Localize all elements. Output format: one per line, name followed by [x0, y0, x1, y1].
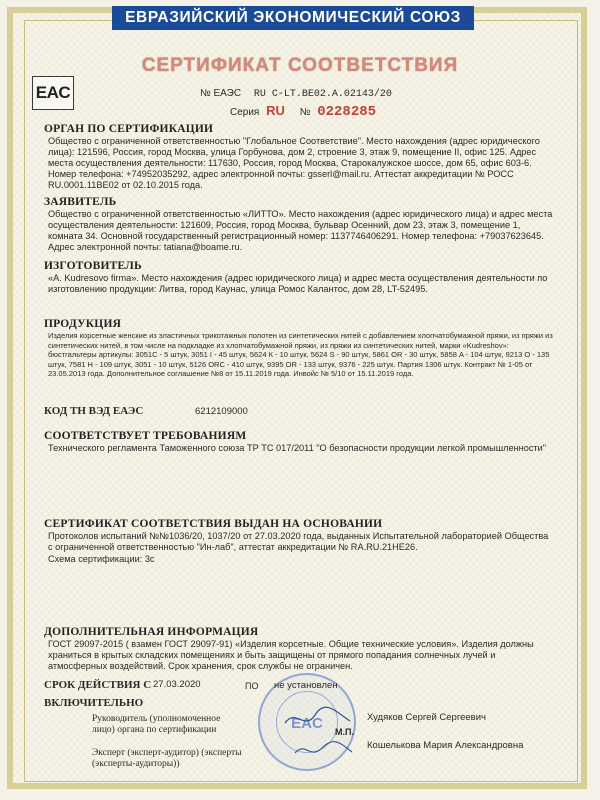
- additional-text: ГОСТ 29097-2015 ( взамен ГОСТ 29097-91) «Изделия корсетные. Общие технические условия». Изделия должны храниться в крытых складских помещениях и быть защищены от прямого попадания солнечных лучей и атмосферных воздействий. Срок хранения, срок службы не ограничен.: [48, 639, 534, 671]
- manufacturer-text: «A. Kudresovo firma». Место нахождения (адрес юридического лица) и адрес места осуществления деятельности по изготовлению продукции: Литва, город Каунас, улица Ромос Калантос, дом 28, LT-52495.: [48, 273, 548, 294]
- series-value: RU: [266, 103, 285, 118]
- section-additional: [44, 626, 554, 672]
- applicant-heading: ЗАЯВИТЕЛЬ: [44, 196, 117, 208]
- series-label: Серия: [230, 107, 260, 118]
- validity-po: ПО: [245, 681, 259, 691]
- expert-name: Кошелькова Мария Александровна: [367, 740, 524, 751]
- kod-value: 6212109000: [195, 406, 248, 417]
- applicant-text: Общество с ограниченной ответственностью «ЛИТТО». Место нахождения (адрес юридического лица) и адрес места осуществления деятельности: 121609, Россия, город Москва, бульвар Осенний, дом 23, этаж 3, помещение 1, комната 34. Основной государственный регистрационный номер: 1137746406291. Номер телефона: +79037623645. Адрес электронной почты: tatiana@boame.ru.: [48, 209, 553, 252]
- section-basis: [44, 518, 554, 565]
- series-no-label: №: [299, 107, 311, 118]
- requirements-heading: СООТВЕТСТВУЕТ ТРЕБОВАНИЯМ: [44, 430, 247, 442]
- organ-text: Общество с ограниченной ответственностью "Глобальное Соответствие". Место нахождения (адрес юридического лица): 121596, Россия, город Москва, улица Горбунова, дом 2, строение 3, этаж 9, помещение II, офис 125. Адрес места осуществления деятельности: 117630, Россия, город Москва, Старокалужское шоссе, дом 65, офис 603-6. Номер телефона: +74952035292, адрес электронной почты: gsserl@mail.ru. Аттестат аккредитации № РОСС RU.0001.11ВЕ02 от 02.10.2015 года.: [48, 136, 540, 190]
- reg-value: RU C-LT.ВЕ02.А.02143/20: [253, 89, 392, 100]
- series-line: [230, 103, 376, 120]
- kod-label: КОД ТН ВЭД ЕАЭС: [44, 405, 144, 417]
- additional-heading: ДОПОЛНИТЕЛЬНАЯ ИНФОРМАЦИЯ: [44, 626, 259, 638]
- seal-eac-mark: EAC: [291, 715, 323, 732]
- reg-label: № ЕАЭС: [200, 88, 242, 99]
- section-product: [44, 318, 554, 379]
- head-signature-label: Руководитель (уполномоченное лицо) органа по сертификации: [92, 714, 221, 735]
- validity-label: СРОК ДЕЙСТВИЯ С: [44, 679, 152, 691]
- stamp-place-label: М.П.: [335, 727, 354, 737]
- basis-scheme: Схема сертификации: 3с: [48, 554, 155, 564]
- head-name: Худяков Сергей Сергеевич: [367, 712, 486, 723]
- section-applicant: [44, 196, 554, 253]
- basis-text: Протоколов испытаний №№1036/20, 1037/20 от 27.03.2020 года, выданных Испытательной лабораторией Общества с ограниченной ответственностью "Ин-лаб", аттестат аккредитации № RA.RU.21НЕ26.: [48, 531, 549, 552]
- registration-number: [200, 88, 392, 100]
- expert-signature-label: Эксперт (эксперт-аудитор) (эксперты (эксперты-аудиторы)): [92, 748, 242, 769]
- validity-until: не установлен: [274, 680, 338, 691]
- eac-logo: EAC: [32, 76, 74, 110]
- section-manufacturer: [44, 260, 554, 295]
- certificate-title: СЕРТИФИКАТ СООТВЕТСТВИЯ: [141, 55, 459, 76]
- validity-inclusive: ВКЛЮЧИТЕЛЬНО: [44, 697, 144, 709]
- product-heading: ПРОДУКЦИЯ: [44, 318, 122, 330]
- validity-from: 27.03.2020: [153, 679, 201, 690]
- product-text: Изделия корсетные женские из эластичных трикотажных полотен из синтетических нитей с добавлением хлопчатобумажной пряжи, из пряжи из синтетических нитей, в том числе на подкладке из хлопчатобумажной пряжи, из пряжи из синтетических нитей, марки «Kudreshov»: бюстгальтеры артикулы: 3051С - 5 штук, 3051 I - 45 штук, 5624 К - 10 штук, 5624 S - 90 штук, 5861 OR - 30 штук, 5858 A - 104 штук, 9213 O - 135 штук, 7581 H - 109 штук, 3051 - 10 штук, 5126 ORC - 410 штук, 9395 OR - 133 штук, 9376 - 225 штук. Партия 1306 штук. Контракт № 1-05 от 23.05.2013 года. Дополнительное соглашение №8 от 15.11.2019 года. Инвойс № 5/10 от 15.11.2019 года.: [48, 331, 553, 378]
- requirements-text: Технического регламента Таможенного союза ТР ТС 017/2011 "О безопасности продукции легкой промышленности": [48, 443, 547, 453]
- head-signature: [280, 703, 360, 733]
- manufacturer-heading: ИЗГОТОВИТЕЛЬ: [44, 260, 142, 272]
- expert-signature: [290, 738, 360, 763]
- basis-heading: СЕРТИФИКАТ СООТВЕТСТВИЯ ВЫДАН НА ОСНОВАНИИ: [44, 518, 383, 530]
- union-banner: ЕВРАЗИЙСКИЙ ЭКОНОМИЧЕСКИЙ СОЮЗ: [112, 6, 474, 30]
- series-number: 0228285: [317, 104, 377, 120]
- organ-heading: ОРГАН ПО СЕРТИФИКАЦИИ: [44, 123, 214, 135]
- section-organ: [44, 123, 554, 191]
- section-requirements: [44, 430, 554, 454]
